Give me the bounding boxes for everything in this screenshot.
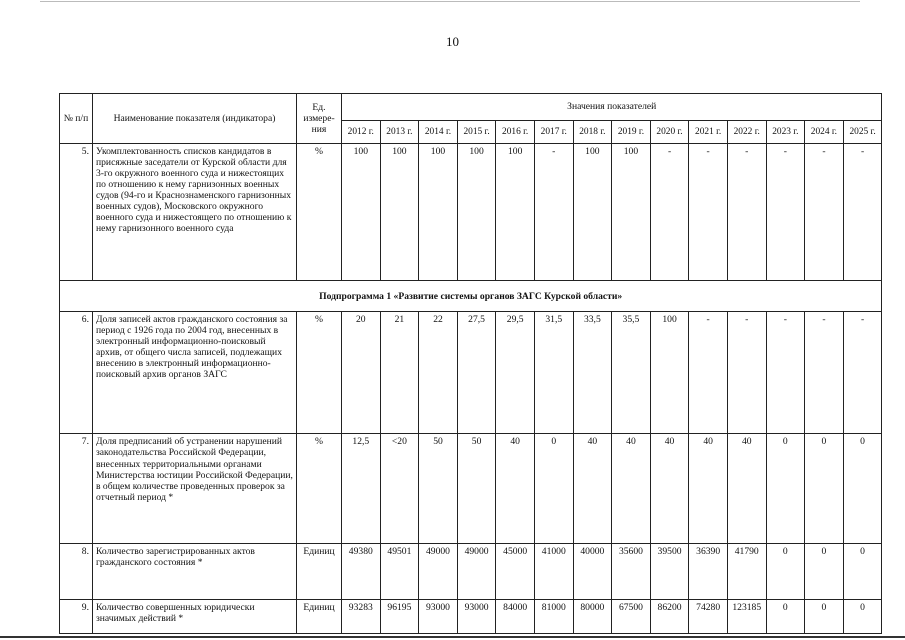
- value-cell: 29,5: [496, 312, 535, 434]
- value-cell: -: [534, 144, 573, 281]
- value-cell: 0: [766, 544, 805, 600]
- value-cell: -: [727, 312, 766, 434]
- value-cell: 50: [457, 434, 496, 544]
- value-cell: 0: [766, 434, 805, 544]
- value-cell: 31,5: [534, 312, 573, 434]
- value-cell: 0: [534, 434, 573, 544]
- value-cell: 100: [419, 144, 458, 281]
- value-cell: 81000: [534, 600, 573, 634]
- value-cell: 39500: [650, 544, 689, 600]
- scan-edge-line: [40, 1, 860, 2]
- unit-cell: %: [297, 144, 342, 281]
- value-cell: 12,5: [342, 434, 381, 544]
- value-cell: 67500: [612, 600, 651, 634]
- row-number: 6.: [60, 312, 93, 434]
- header-year: 2013 г.: [380, 121, 419, 144]
- value-cell: 80000: [573, 600, 612, 634]
- value-cell: 41790: [727, 544, 766, 600]
- value-cell: 27,5: [457, 312, 496, 434]
- value-cell: 0: [766, 600, 805, 634]
- row-number: 9.: [60, 600, 93, 634]
- value-cell: 36390: [689, 544, 728, 600]
- value-cell: 45000: [496, 544, 535, 600]
- header-year: 2021 г.: [689, 121, 728, 144]
- table-body: [60, 144, 882, 634]
- value-cell: 100: [573, 144, 612, 281]
- value-cell: -: [727, 144, 766, 281]
- value-cell: 40: [612, 434, 651, 544]
- value-cell: 100: [612, 144, 651, 281]
- value-cell: 100: [380, 144, 419, 281]
- value-cell: 100: [342, 144, 381, 281]
- value-cell: 40: [689, 434, 728, 544]
- header-year: 2020 г.: [650, 121, 689, 144]
- value-cell: -: [689, 144, 728, 281]
- value-cell: 33,5: [573, 312, 612, 434]
- value-cell: 100: [496, 144, 535, 281]
- subprogram-row: [60, 281, 882, 312]
- value-cell: 93283: [342, 600, 381, 634]
- value-cell: 35,5: [612, 312, 651, 434]
- header-values-group: Значения показателей: [342, 94, 882, 121]
- value-cell: 93000: [457, 600, 496, 634]
- header-year: 2018 г.: [573, 121, 612, 144]
- indicators-table: [59, 93, 882, 634]
- unit-cell: %: [297, 312, 342, 434]
- value-cell: -: [805, 312, 844, 434]
- value-cell: <20: [380, 434, 419, 544]
- value-cell: -: [650, 144, 689, 281]
- value-cell: 100: [650, 312, 689, 434]
- value-cell: -: [843, 144, 882, 281]
- row-number: 7.: [60, 434, 93, 544]
- header-year: 2016 г.: [496, 121, 535, 144]
- header-year: 2015 г.: [457, 121, 496, 144]
- value-cell: 49380: [342, 544, 381, 600]
- indicator-name: Количество зарегистрированных актов гражданского состояния *: [93, 544, 297, 600]
- value-cell: 0: [843, 600, 882, 634]
- value-cell: 22: [419, 312, 458, 434]
- header-year: 2019 г.: [612, 121, 651, 144]
- indicator-name: Доля предписаний об устранении нарушений законодательства Российской Федерации, внесенных территориальными органами Министерства юстиции Российской Федерации, в общем количестве проведенных проверок за отчетный период *: [93, 434, 297, 544]
- value-cell: 40: [496, 434, 535, 544]
- header-year: 2024 г.: [805, 121, 844, 144]
- value-cell: 123185: [727, 600, 766, 634]
- unit-cell: Единиц: [297, 544, 342, 600]
- value-cell: 86200: [650, 600, 689, 634]
- indicator-name: Количество совершенных юридически значимых действий *: [93, 600, 297, 634]
- value-cell: 49000: [457, 544, 496, 600]
- value-cell: 100: [457, 144, 496, 281]
- table-row: [60, 144, 882, 281]
- row-number: 5.: [60, 144, 93, 281]
- unit-cell: Единиц: [297, 600, 342, 634]
- value-cell: 84000: [496, 600, 535, 634]
- value-cell: -: [843, 312, 882, 434]
- value-cell: 0: [843, 544, 882, 600]
- value-cell: 96195: [380, 600, 419, 634]
- value-cell: 50: [419, 434, 458, 544]
- value-cell: -: [766, 312, 805, 434]
- value-cell: 49501: [380, 544, 419, 600]
- header-name: Наименование показателя (индикатора): [93, 94, 297, 144]
- page-number: 10: [446, 34, 459, 49]
- value-cell: -: [766, 144, 805, 281]
- value-cell: 40: [727, 434, 766, 544]
- scan-bottom-edge: [0, 636, 905, 638]
- value-cell: 35600: [612, 544, 651, 600]
- header-num: № п/п: [60, 94, 93, 144]
- value-cell: 40: [650, 434, 689, 544]
- value-cell: 41000: [534, 544, 573, 600]
- table-row: [60, 600, 882, 634]
- indicator-name: Укомплектованность списков кандидатов в присяжные заседатели от Курской области для 3-го окружного военного суда и нижестоящих по отношению к нему гарнизонных военных судов (94-го и Краснознаменского гарнизонных военных судов), Московского окружного военного суда и нижестоящего по отношению к нему гарнизонного военного суда: [93, 144, 297, 281]
- table-row: [60, 312, 882, 434]
- value-cell: -: [805, 144, 844, 281]
- value-cell: 49000: [419, 544, 458, 600]
- value-cell: 0: [843, 434, 882, 544]
- value-cell: 0: [805, 434, 844, 544]
- value-cell: 0: [805, 600, 844, 634]
- value-cell: 40: [573, 434, 612, 544]
- table-row: [60, 434, 882, 544]
- unit-cell: %: [297, 434, 342, 544]
- header-year: 2025 г.: [843, 121, 882, 144]
- table-row: [60, 544, 882, 600]
- indicator-name: Доля записей актов гражданского состояния за период с 1926 года по 2004 год, внесенных в электронный информационно-поисковый архив, от общего числа записей, подлежащих внесению в электронный информационно-поисковый архив органов ЗАГС: [93, 312, 297, 434]
- header-unit: Ед. измере-ния: [297, 94, 342, 144]
- header-year: 2023 г.: [766, 121, 805, 144]
- value-cell: 0: [805, 544, 844, 600]
- value-cell: 20: [342, 312, 381, 434]
- row-number: 8.: [60, 544, 93, 600]
- value-cell: 21: [380, 312, 419, 434]
- header-year: 2022 г.: [727, 121, 766, 144]
- header-year: 2014 г.: [419, 121, 458, 144]
- subprogram-title: Подпрограмма 1 «Развитие системы органов ЗАГС Курской области»: [60, 281, 882, 312]
- value-cell: -: [689, 312, 728, 434]
- header-year: 2012 г.: [342, 121, 381, 144]
- value-cell: 93000: [419, 600, 458, 634]
- header-year: 2017 г.: [534, 121, 573, 144]
- value-cell: 40000: [573, 544, 612, 600]
- value-cell: 74280: [689, 600, 728, 634]
